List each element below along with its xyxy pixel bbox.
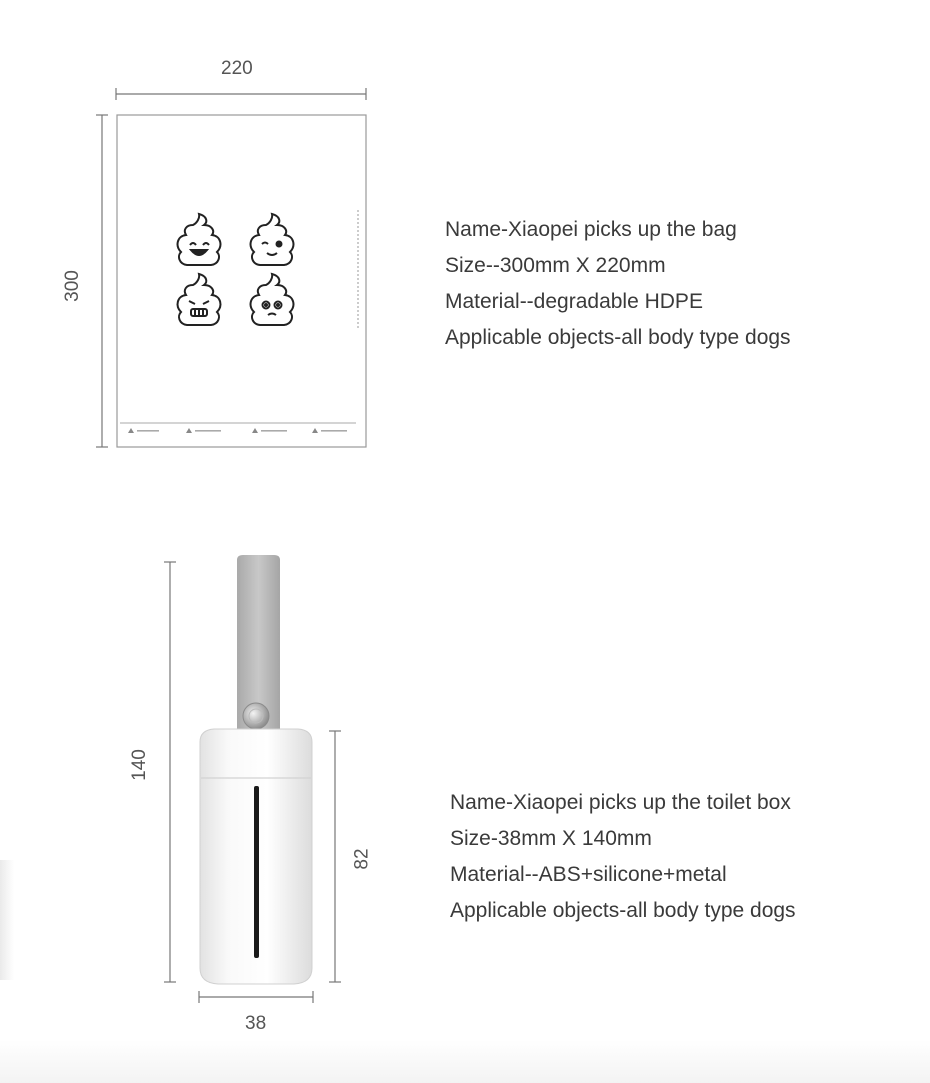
bag-spec-applicable: Applicable objects-all body type dogs — [445, 326, 791, 349]
bag-width-dimension-line — [116, 88, 366, 100]
bag-height-label: 300 — [61, 270, 83, 302]
box-width-label: 38 — [245, 1013, 267, 1034]
bag-width-label: 220 — [221, 58, 253, 79]
bag-spec-size: Size--300mm X 220mm — [445, 254, 666, 277]
strap-knob — [243, 703, 269, 729]
box-dispensing-slot — [254, 786, 259, 958]
bag-spec-material: Material--degradable HDPE — [445, 290, 703, 313]
bag-diagram — [0, 0, 440, 470]
bag-height-dimension-line — [96, 115, 108, 447]
box-spec-list — [450, 785, 796, 929]
bag-outline — [117, 115, 366, 447]
box-spec-name: Name-Xiaopei picks up the toilet box — [450, 791, 791, 814]
box-spec-applicable: Applicable objects-all body type dogs — [450, 899, 796, 922]
bag-spec-list — [445, 212, 791, 356]
box-diagram — [0, 540, 440, 1080]
bag-spec-name: Name-Xiaopei picks up the bag — [445, 218, 737, 241]
box-height-label: 140 — [128, 749, 150, 781]
box-body-dimension-line — [329, 731, 341, 982]
box-body-height-label: 82 — [351, 848, 373, 870]
box-spec-size: Size-38mm X 140mm — [450, 827, 652, 850]
box-height-dimension-line — [164, 562, 176, 982]
box-spec-material: Material--ABS+silicone+metal — [450, 863, 727, 886]
box-width-dimension-line — [199, 991, 313, 1003]
